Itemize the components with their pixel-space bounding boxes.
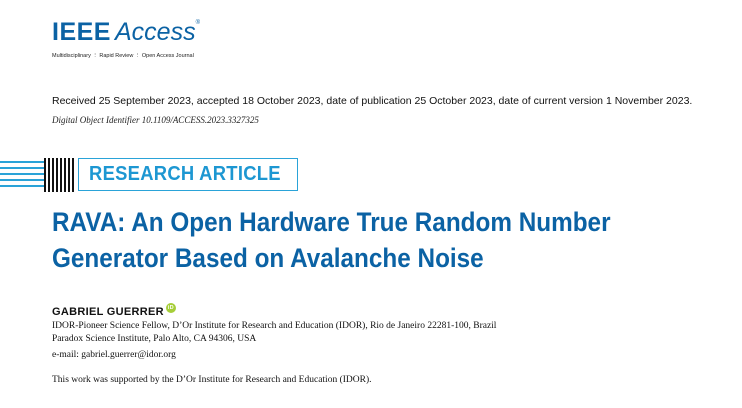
author-affiliation-2: Paradox Science Institute, Palo Alto, CA 94306, USA — [52, 334, 257, 344]
publication-dates: Received 25 September 2023, accepted 18 October 2023, date of publication 25 October 2023, date of current version 1 November 2023. — [52, 95, 693, 107]
journal-logo — [52, 20, 200, 45]
author-name: GABRIEL GUERRER — [52, 306, 164, 318]
paper-title-line-1: RAVA: An Open Hardware True Random Number — [52, 207, 611, 237]
author-email: e-mail: gabriel.guerrer@idor.org — [52, 350, 176, 360]
article-type-label: RESEARCH ARTICLE — [89, 163, 281, 185]
paper-title — [52, 204, 742, 276]
orcid-icon[interactable]: iD — [167, 305, 174, 311]
logo-trademark: ® — [195, 20, 200, 26]
journal-tagline: Multidisciplinary ⋮ Rapid Review ⋮ Open Access Journal — [52, 53, 194, 59]
logo-access-text: Access — [114, 18, 196, 46]
logo-ieee-text: IEEE — [52, 18, 111, 46]
author-block — [52, 306, 176, 318]
doi-line: Digital Object Identifier 10.1109/ACCESS.2023.3327325 — [52, 115, 259, 125]
paper-title-line-2: Generator Based on Avalanche Noise — [52, 243, 484, 273]
banner-stripes-graphic — [0, 157, 78, 193]
funding-statement: This work was supported by the D’Or Institute for Research and Education (IDOR). — [52, 375, 372, 385]
article-type-banner — [78, 158, 298, 191]
author-affiliation-1: IDOR-Pioneer Science Fellow, D’Or Institute for Research and Education (IDOR), Rio de Janeiro 22281-100, Brazil — [52, 321, 497, 331]
